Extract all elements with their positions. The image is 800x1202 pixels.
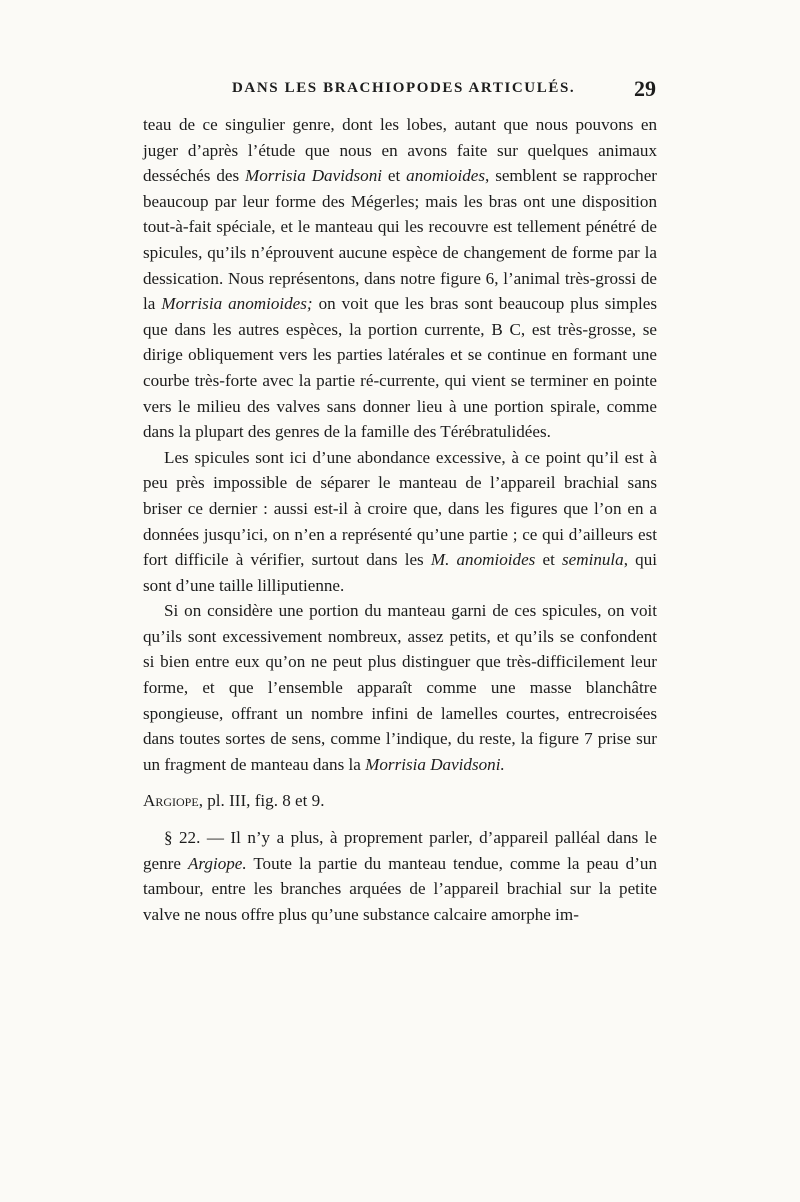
paragraph-3 — [143, 598, 657, 777]
paragraph-1-text-1: teau de ce singulier genre, dont les lobes, autant que nous pouvons en juger d’après l’étude que nous en avons faite sur quelques animaux desséchés des — [143, 115, 657, 186]
paragraph-1-italic-1: Morrisia Davidsoni — [245, 166, 382, 186]
paragraph-2-text-1: Les spicules sont ici d’une abondance excessive, à ce point qu’il est à peu près impossible de séparer le manteau de l’appareil brachial sans briser ce dernier : aussi est-il à croire que, dans les figures que l’on en a données jusqu’ici, on n’en a représenté qu’une partie ; ce qui d’ailleurs est fort difficile à vérifier, surtout dans les — [143, 447, 657, 570]
paragraph-1-italic-3: Morrisia anomioides; — [161, 294, 313, 314]
paragraph-4 — [143, 825, 657, 927]
paragraph-1-text-4: on voit que les bras sont beaucoup plus simples que dans les autres espèces, la portion currente, B C, est très-grosse, se dirige obliquement vers les parties latérales et se continue en formant une courbe très-forte avec la partie ré-currente, qui vient se terminer en pointe vers le milieu des valves sans donner lieu à une portion spirale, comme dans la plupart des genres de la famille des Térébratulidées. — [143, 294, 657, 442]
paragraph-3-italic-1: Morrisia Davidsoni. — [365, 754, 505, 774]
paragraph-2-italic-1: M. anomioides — [430, 550, 536, 570]
paragraph-3-text-1: Si on considère une portion du manteau garni de ces spicules, on voit qu’ils sont excessivement nombreux, assez petits, et qu’ils se confondent si bien entre eux qu’on ne peut plus distinguer que très-difficilement leur forme, et que l’ensemble apparaît comme une masse blanchâtre spongieuse, offrant un nombre infini de lamelles courtes, entrecroisées dans toutes sortes de sens, comme l’indique, du reste, la figure 7 prise sur un fragment de manteau dans la — [143, 601, 657, 774]
body-text — [143, 112, 657, 927]
paragraph-1 — [143, 112, 657, 445]
paragraph-2-text-3: , qui sont d’une taille lilliputienne. — [143, 550, 658, 595]
page-number: 29 — [634, 76, 656, 101]
running-head — [0, 76, 800, 106]
paragraph-4-text-1: § 22. — Il n’y a plus, à proprement parler, d’appareil palléal dans le genre — [143, 828, 657, 873]
paragraph-1-text-3: , semblent se rapprocher beaucoup par leur forme des Mégerles; mais les bras ont une disposition tout-à-fait spéciale, et le manteau qui les recouvre est tellement pénétré de spicules, qu’ils n’éprouvent aucune espèce de changement de forme par la dessication. Nous représentons, dans notre figure 6, l’animal très-grossi de la — [143, 166, 657, 314]
section-heading-genus: Argiope — [143, 791, 199, 811]
paragraph-1-text-2: et — [382, 166, 407, 186]
paragraph-2 — [143, 445, 657, 599]
paragraph-4-italic-1: Argiope. — [187, 853, 247, 873]
paragraph-4-text-2: Toute la partie du manteau tendue, comme la peau d’un tambour, entre les branches arquées de l’appareil brachial sur la petite valve ne nous offre plus qu’une substance calcaire amorphe im- — [143, 853, 658, 924]
paragraph-2-italic-2: seminula — [562, 550, 624, 570]
running-title: DANS LES BRACHIOPODES ARTICULÉS. — [232, 80, 576, 96]
section-heading — [143, 788, 657, 814]
paragraph-1-italic-2: anomioides — [406, 166, 485, 186]
section-heading-reference: , pl. III, fig. 8 et 9. — [198, 791, 325, 811]
paragraph-2-text-2: et — [535, 550, 562, 570]
